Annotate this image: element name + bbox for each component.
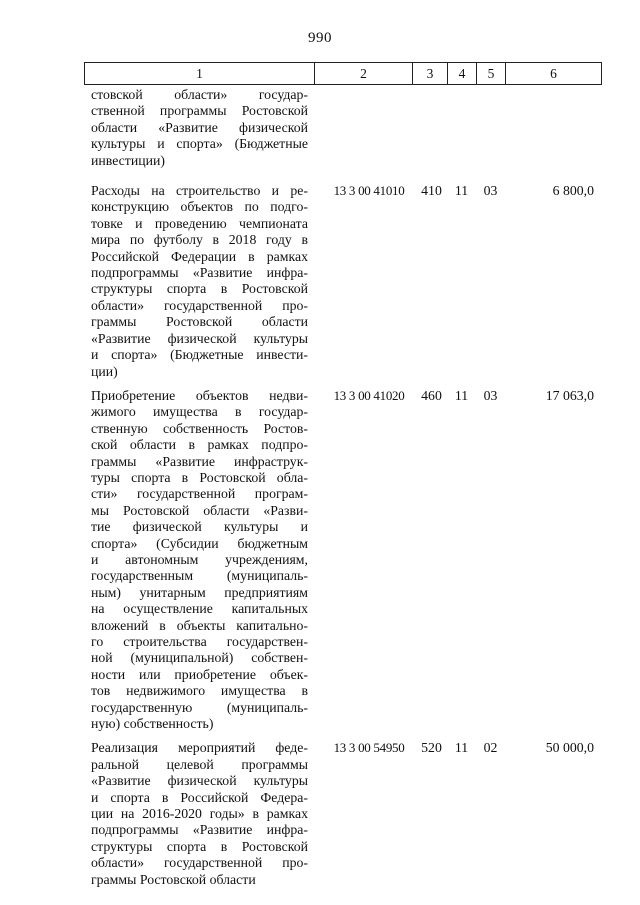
description-line: стовской области» государ-: [91, 87, 308, 102]
row-amount: [505, 87, 602, 169]
row-subsection: 03: [483, 183, 498, 199]
description-line: мы Ростовской области «Разви-: [91, 502, 308, 518]
row-subsection: 02: [483, 740, 498, 756]
description-line: тов недвижимого имущества в: [91, 683, 308, 699]
description-line: Приобретение объектов недви-: [91, 387, 308, 403]
description-line: структуры спорта в Ростовской: [91, 838, 308, 854]
description-line: инвестиции): [91, 152, 165, 168]
description-line: области» государственной про-: [91, 297, 308, 313]
column-header: 2: [314, 63, 412, 84]
description-line: граммы «Развитие инфраструк-: [91, 453, 308, 469]
description-line: ным) унитарным предприятиям: [91, 584, 308, 600]
row-code: 13 3 00 41020: [333, 387, 405, 403]
description-line: тие физической культуры и: [91, 519, 308, 535]
column-header: 5: [476, 63, 505, 84]
description-line: подпрограммы «Развитие инфра-: [91, 265, 308, 281]
description-line: структуры спорта в Ростовской: [91, 281, 308, 297]
description-line: вложений в объекты капитально-: [91, 617, 308, 633]
description-line: государственным (муниципаль-: [91, 568, 308, 584]
column-header: 3: [412, 63, 447, 84]
description-line: ственной программы Ростовской: [91, 103, 308, 119]
row-description: [84, 87, 314, 169]
row-amount: 17 063,0: [545, 387, 594, 403]
table-row: [84, 183, 602, 380]
description-line: Расходы на строительство и ре-: [91, 183, 308, 199]
row-expense-type: 410: [421, 183, 442, 199]
column-header: 1: [84, 63, 314, 84]
row-code: 13 3 00 41010: [333, 183, 405, 199]
row-code: 13 3 00 54950: [333, 740, 405, 756]
budget-table: [84, 62, 602, 888]
description-line: мира по футболу в 2018 году в: [91, 232, 308, 248]
description-line: подпрограммы «Развитие инфра-: [91, 822, 308, 838]
description-line: «Развитие физической культуры: [91, 330, 308, 346]
row-expense-type: 460: [421, 387, 442, 403]
description-line: го строительства государствен-: [91, 634, 308, 649]
description-line: ции на 2016-2020 годы» в рамках: [91, 806, 308, 822]
table-header: [84, 62, 602, 85]
description-line: «Развитие физической культуры: [91, 773, 308, 789]
row-code: [314, 87, 412, 169]
description-line: товке и проведению чемпионата: [91, 215, 308, 231]
description-line: ности или приобретение объек-: [91, 666, 308, 682]
description-line: граммы Ростовской области: [91, 871, 256, 887]
description-line: сти» государственной програм-: [91, 486, 308, 502]
row-expense-type: [412, 87, 447, 169]
column-header: 6: [505, 63, 602, 84]
description-line: Российской Федерации в рамках: [91, 248, 308, 264]
description-line: спорта» (Субсидии бюджетным: [91, 535, 308, 551]
row-description: [84, 183, 314, 380]
description-line: Реализация мероприятий феде-: [91, 740, 308, 756]
description-line: области «Развитие физической: [91, 119, 308, 135]
description-line: конструкцию объектов по подго-: [91, 199, 308, 215]
description-line: жимого имущества в государ-: [91, 404, 308, 420]
description-line: ную) собственность): [91, 716, 214, 732]
description-line: и спорта» (Бюджетные инвести-: [91, 347, 308, 363]
row-subsection: 03: [483, 387, 498, 403]
page-number: 990: [308, 30, 332, 46]
row-section: 11: [454, 387, 469, 403]
description-line: и спорта в Российской Федера-: [91, 789, 308, 805]
description-line: государственную (муниципаль-: [91, 699, 308, 715]
row-section: 11: [454, 183, 469, 199]
description-line: ной (муниципальной) собствен-: [91, 650, 308, 666]
row-section: 11: [454, 740, 469, 756]
row-section: [447, 87, 476, 169]
description-line: культуры и спорта» (Бюджетные: [91, 136, 308, 152]
table-row: [84, 740, 602, 888]
description-line: ственную собственность Ростов-: [91, 420, 308, 436]
row-amount: 50 000,0: [545, 740, 594, 756]
row-description: [84, 388, 314, 733]
row-description: [84, 740, 314, 888]
row-subsection: [476, 87, 505, 169]
column-header: 4: [447, 63, 476, 84]
description-line: ции): [91, 363, 118, 379]
description-line: граммы Ростовской области: [91, 314, 308, 330]
description-line: области» государственной про-: [91, 855, 308, 871]
table-body: [84, 87, 602, 888]
table-row: [84, 87, 602, 169]
description-line: туры спорта в Ростовской обла-: [91, 469, 308, 485]
row-amount: 6 800,0: [552, 183, 594, 199]
description-line: на осуществление капитальных: [91, 601, 308, 617]
description-line: и автономным учреждениям,: [91, 551, 308, 567]
table-row: [84, 388, 602, 733]
row-expense-type: 520: [421, 740, 442, 756]
description-line: ской области в рамках подпро-: [91, 437, 308, 453]
description-line: ральной целевой программы: [91, 756, 308, 772]
